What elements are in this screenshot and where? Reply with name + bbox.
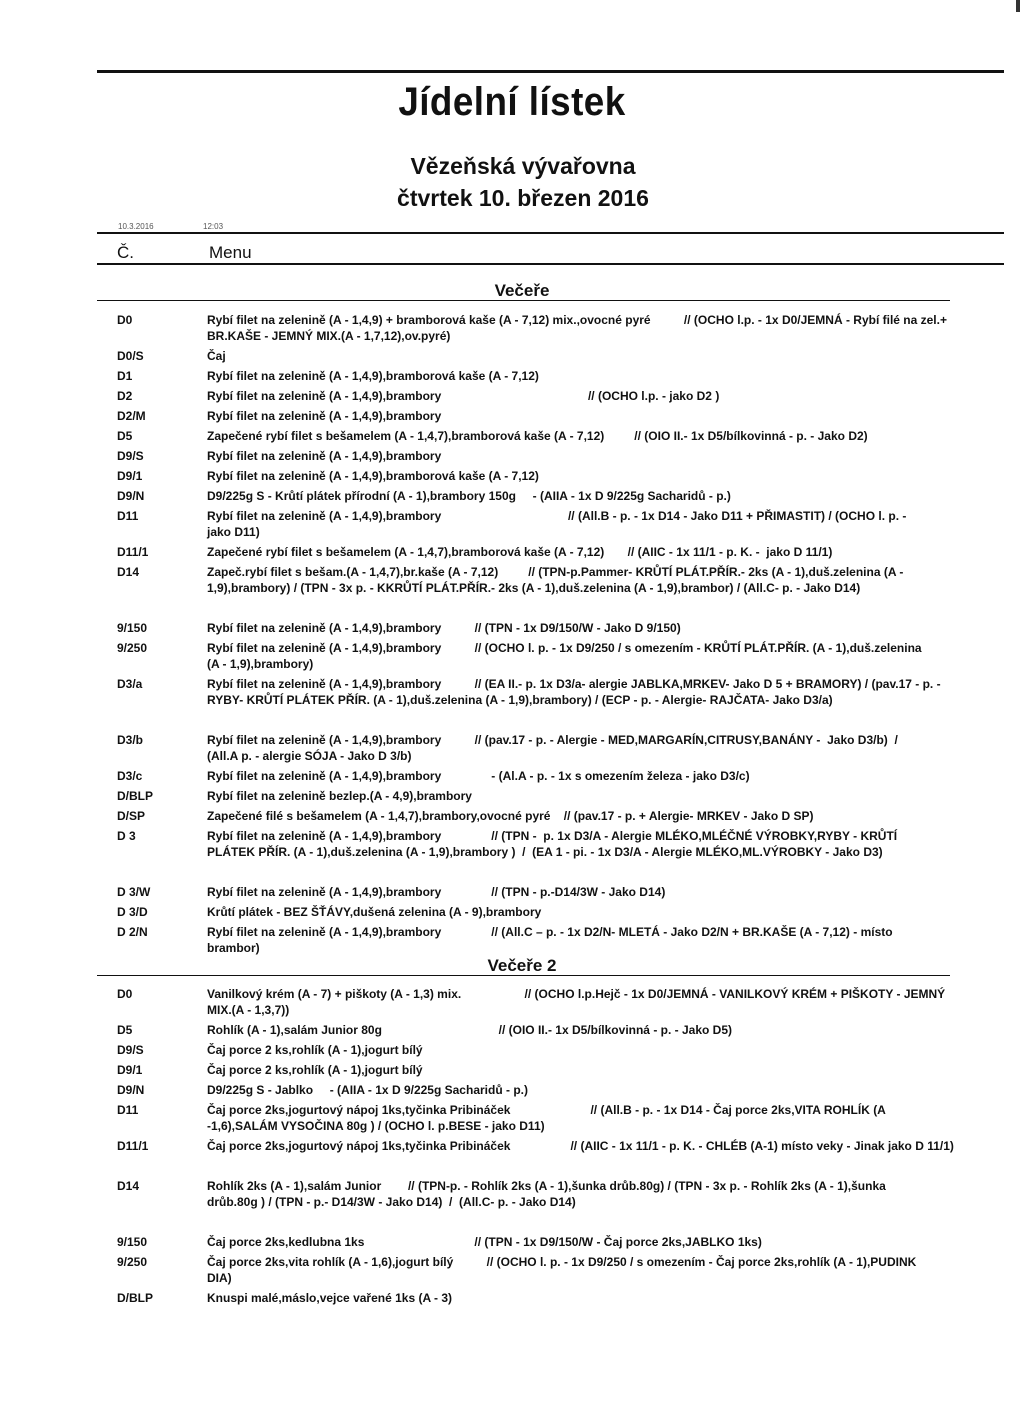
menu-description	[207, 864, 937, 880]
menu-description	[207, 1042, 937, 1058]
menu-description	[207, 1022, 937, 1038]
description-line: Zapečené rybí filet s bešamelem (A - 1,4,7),bramborová kaše (A - 7,12) // (OIO II.- 1x D5/bílkovinná - p. - Jako D2)	[207, 429, 868, 443]
menu-code: D11/1	[117, 545, 149, 559]
menu-description	[207, 986, 946, 1018]
menu-description	[207, 428, 937, 444]
description-line: (A - 1,9),brambory)	[207, 657, 314, 671]
section-title: Večeře 2	[487, 956, 557, 975]
description-line: Rybí filet na zelenině (A - 1,4,9),brambory - (Al.A - p. - 1x s omezením železa - jako D3/c)	[207, 769, 750, 783]
menu-description	[207, 408, 937, 424]
menu-code: D/SP	[117, 809, 146, 823]
menu-description	[207, 788, 937, 804]
menu-code: D0	[117, 987, 133, 1001]
description-line: Rybí filet na zelenině (A - 1,4,9),brambory	[207, 409, 442, 423]
description-line	[207, 1214, 937, 1230]
menu-column-header: Menu	[209, 243, 252, 262]
menu-code: D 3/D	[117, 905, 148, 919]
print-date: 10.3.2016	[118, 222, 154, 231]
description-line: Čaj	[207, 349, 226, 363]
menu-code: D9/S	[117, 449, 144, 463]
description-line: Rybí filet na zelenině (A - 1,4,9),brambory // (OCHO l.p. - jako D2 )	[207, 389, 720, 403]
menu-code: 9/150	[117, 1235, 148, 1249]
description-line: PLÁTEK PŘÍR. (A - 1),duš.zelenina (A - 1,9),brambory ) / (EA 1 - pi. - 1x D3/A - Alergie MLÉKO,ML.VÝROBKY - Jako D3)	[207, 845, 883, 859]
menu-code: D1	[117, 369, 133, 383]
description-line: DIA)	[207, 1271, 232, 1285]
menu-code: D3/b	[117, 733, 144, 747]
description-line: Rohlík 2ks (A - 1),salám Junior // (TPN-p. - Rohlík 2ks (A - 1),šunka drůb.80g) / (TPN - 3x p. - Rohlík 2ks (A - 1),šunka	[207, 1179, 886, 1193]
description-line: -1,6),SALÁM VYSOČINA 80g ) / (OCHO l. p.BESE - jako D11)	[207, 1119, 545, 1133]
description-line: Čaj porce 2ks,jogurtový nápoj 1ks,tyčinka Pribináček // (AIIC - 1x 11/1 - p. K. - CHLÉB (A-1) místo veky - Jinak jako D 11/1)	[207, 1139, 954, 1153]
menu-description	[207, 924, 937, 956]
description-line: Rybí filet na zelenině (A - 1,4,9),bramborová kaše (A - 7,12)	[207, 369, 539, 383]
menu-description	[207, 1102, 937, 1134]
description-line: Čaj porce 2ks,vita rohlík (A - 1,6),jogurt bílý // (OCHO l. p. - 1x D9/250 / s omezením - Čaj porce 2ks,rohlík (A - 1),PUDINK	[207, 1255, 917, 1269]
description-line	[207, 1158, 937, 1174]
description-line: Zapeč.rybí filet s bešam.(A - 1,4,7),br.kaše (A - 7,12) // (TPN-p.Pammer- KRŮTÍ PLÁT.PŘÍR.- 2ks (A - 1),duš.zelenina (A -	[207, 565, 904, 579]
menu-code: D/BLP	[117, 1291, 153, 1305]
menu-code: D3/c	[117, 769, 143, 783]
menu-description	[207, 768, 937, 784]
description-line	[207, 600, 937, 616]
description-line: Krůtí plátek - BEZ ŠŤÁVY,dušená zelenina (A - 9),brambory	[207, 905, 542, 919]
menu-code: D11	[117, 509, 139, 523]
menu-code: D/BLP	[117, 789, 153, 803]
menu-description	[207, 368, 937, 384]
menu-code: D0/S	[117, 349, 144, 363]
description-line: Vanilkový krém (A - 7) + piškoty (A - 1,3) mix. // (OCHO l.p.Hejč - 1x D0/JEMNÁ - VANILKOVÝ KRÉM + PIŠKOTY - JEMNÝ	[207, 987, 946, 1001]
menu-description	[207, 388, 937, 404]
description-line	[207, 712, 937, 728]
description-line: 1,9),brambory) / (TPN - 3x p. - KKRŮTÍ PLÁT.PŘÍR.- 2ks (A - 1),duš.zelenina (A - 1,9),brambor) / (All.C- p. - Jako D14)	[207, 581, 861, 595]
menu-description	[207, 620, 937, 636]
description-line: Zapečené rybí filet s bešamelem (A - 1,4,7),bramborová kaše (A - 7,12) // (AIIC - 1x 11/1 - p. K. - jako D 11/1)	[207, 545, 833, 559]
description-line: Rybí filet na zelenině (A - 1,4,9),brambory // (TPN - p.-D14/3W - Jako D14)	[207, 885, 666, 899]
description-line: Rybí filet na zelenině (A - 1,4,9),brambory // (OCHO l. p. - 1x D9/250 / s omezením - KRŮTÍ PLÁT.PŘÍR. (A - 1),duš.zelenina	[207, 641, 922, 655]
menu-description	[207, 1138, 954, 1154]
description-line: Rybí filet na zelenině (A - 1,4,9),brambory // (TPN - p. 1x D3/A - Alergie MLÉKO,MLÉČNÉ VÝROBKY,RYBY - KRŮTÍ	[207, 829, 898, 843]
menu-description	[207, 544, 937, 560]
menu-description	[207, 676, 941, 708]
menu-description	[207, 448, 937, 464]
description-line: RYBY- KRŮTÍ PLÁTEK PŘÍR. (A - 1),duš.zelenina (A - 1,9),brambory) / (ECP - p. - Alergie- RAJČATA- Jako D3/a)	[207, 693, 833, 707]
menu-date: čtvrtek 10. březen 2016	[397, 185, 649, 211]
menu-code: D 3	[117, 829, 136, 843]
menu-description	[207, 808, 937, 824]
menu-description	[207, 712, 937, 728]
kitchen-name: Vězeňská vývařovna	[410, 153, 636, 179]
menu-description	[207, 600, 937, 616]
menu-description	[207, 348, 937, 364]
menu-description	[207, 1178, 937, 1210]
menu-description	[207, 1082, 937, 1098]
menu-code: D11/1	[117, 1139, 149, 1153]
menu-description	[207, 904, 937, 920]
menu-description	[207, 1158, 937, 1174]
menu-code: D11	[117, 1103, 139, 1117]
description-line: (All.A p. - alergie SÓJA - Jako D 3/b)	[207, 749, 412, 763]
menu-description	[207, 1290, 937, 1306]
description-line: Rybí filet na zelenině (A - 1,4,9),brambory	[207, 449, 442, 463]
menu-code: D5	[117, 429, 133, 443]
menu-code: 9/250	[117, 1255, 148, 1269]
description-line: drůb.80g ) / (TPN - p.- D14/3W - Jako D14) / (All.C- p. - Jako D14)	[207, 1195, 576, 1209]
code-column-header: Č.	[117, 243, 134, 262]
section-title: Večeře	[494, 281, 550, 300]
menu-code: 9/150	[117, 621, 148, 635]
page-title: Jídelní lístek	[398, 80, 626, 124]
description-line: Rybí filet na zelenině bezlep.(A - 4,9),brambory	[207, 789, 472, 803]
menu-code: D0	[117, 313, 133, 327]
header-rule	[97, 232, 1004, 234]
description-line: Čaj porce 2 ks,rohlík (A - 1),jogurt bílý	[207, 1043, 423, 1057]
menu-description	[207, 312, 947, 344]
description-line: Rybí filet na zelenině (A - 1,4,9),brambory // (EA II.- p. 1x D3/a- alergie JABLKA,MRKEV- Jako D 5 + BRAMORY) / (pav.17 - p. -	[207, 677, 941, 691]
description-line: Čaj porce 2 ks,rohlík (A - 1),jogurt bílý	[207, 1063, 423, 1077]
section-rule	[97, 975, 950, 976]
description-line: jako D11)	[207, 525, 260, 539]
print-time: 12:03	[203, 222, 224, 231]
menu-description	[207, 828, 937, 860]
description-line: BR.KAŠE - JEMNÝ MIX.(A - 1,7,12),ov.pyré)	[207, 329, 451, 343]
menu-description	[207, 468, 937, 484]
description-line: Rybí filet na zelenině (A - 1,4,9),brambory // (All.B - p. - 1x D14 - Jako D11 + PŘIMASTIT) / (OCHO l. p. -	[207, 509, 907, 523]
menu-description	[207, 1254, 937, 1286]
menu-code: D 2/N	[117, 925, 148, 939]
menu-description	[207, 564, 937, 596]
menu-description	[207, 1234, 937, 1250]
menu-code: D9/N	[117, 1083, 145, 1097]
menu-code: D14	[117, 1179, 140, 1193]
menu-code: 9/250	[117, 641, 148, 655]
description-line: Čaj porce 2ks,kedlubna 1ks // (TPN - 1x D9/150/W - Čaj porce 2ks,JABLKO 1ks)	[207, 1235, 762, 1249]
description-line: Čaj porce 2ks,jogurtový nápoj 1ks,tyčinka Pribináček // (All.B - p. - 1x D14 - Čaj porce 2ks,VITA ROHLÍK (A	[207, 1103, 886, 1117]
header-bottom-rule	[97, 263, 1004, 265]
menu-description	[207, 884, 937, 900]
description-line: Rybí filet na zelenině (A - 1,4,9),brambory // (TPN - 1x D9/150/W - Jako D 9/150)	[207, 621, 681, 635]
description-line	[207, 864, 937, 880]
description-line: Rybí filet na zelenině (A - 1,4,9),bramborová kaše (A - 7,12)	[207, 469, 539, 483]
description-line: Rohlík (A - 1),salám Junior 80g // (OIO II.- 1x D5/bílkovinná - p. - Jako D5)	[207, 1023, 732, 1037]
menu-description	[207, 732, 937, 764]
menu-description	[207, 508, 937, 540]
description-line: brambor)	[207, 941, 260, 955]
description-line: D9/225g S - Krůtí plátek přírodní (A - 1),brambory 150g - (AIIA - 1x D 9/225g Sacharidů - p.)	[207, 489, 731, 503]
top-rule	[97, 70, 1004, 73]
menu-code: D9/N	[117, 489, 145, 503]
menu-description	[207, 488, 937, 504]
menu-code: D14	[117, 565, 140, 579]
description-line: D9/225g S - Jablko - (AIIA - 1x D 9/225g Sacharidů - p.)	[207, 1083, 528, 1097]
description-line: Rybí filet na zelenině (A - 1,4,9) + bramborová kaše (A - 7,12) mix.,ovocné pyré // (OCHO l.p. - 1x D0/JEMNÁ - Rybí filé na zel.+	[207, 313, 947, 327]
menu-code: D3/a	[117, 677, 143, 691]
description-line: Knuspi malé,máslo,vejce vařené 1ks (A - 3)	[207, 1291, 452, 1305]
section-rule	[97, 300, 950, 301]
menu-code: D9/S	[117, 1043, 144, 1057]
menu-code: D2	[117, 389, 133, 403]
menu-description	[207, 640, 937, 672]
description-line: Rybí filet na zelenině (A - 1,4,9),brambory // (All.C – p. - 1x D2/N- MLETÁ - Jako D2/N + BR.KAŠE (A - 7,12) - místo	[207, 925, 893, 939]
menu-code: D 3/W	[117, 885, 151, 899]
menu-description	[207, 1062, 937, 1078]
description-line: MIX.(A - 1,3,7))	[207, 1003, 290, 1017]
description-line: Rybí filet na zelenině (A - 1,4,9),brambory // (pav.17 - p. - Alergie - MED,MARGARÍN,CITRUSY,BANÁNY - Jako D3/b) /	[207, 733, 898, 747]
menu-code: D5	[117, 1023, 133, 1037]
menu-code: D9/1	[117, 469, 143, 483]
menu-code: D2/M	[117, 409, 146, 423]
menu-description	[207, 1214, 937, 1230]
description-line: Zapečené filé s bešamelem (A - 1,4,7),brambory,ovocné pyré // (pav.17 - p. + Alergie- MRKEV - Jako D SP)	[207, 809, 814, 823]
corner-mark	[1016, 0, 1020, 12]
menu-code: D9/1	[117, 1063, 143, 1077]
